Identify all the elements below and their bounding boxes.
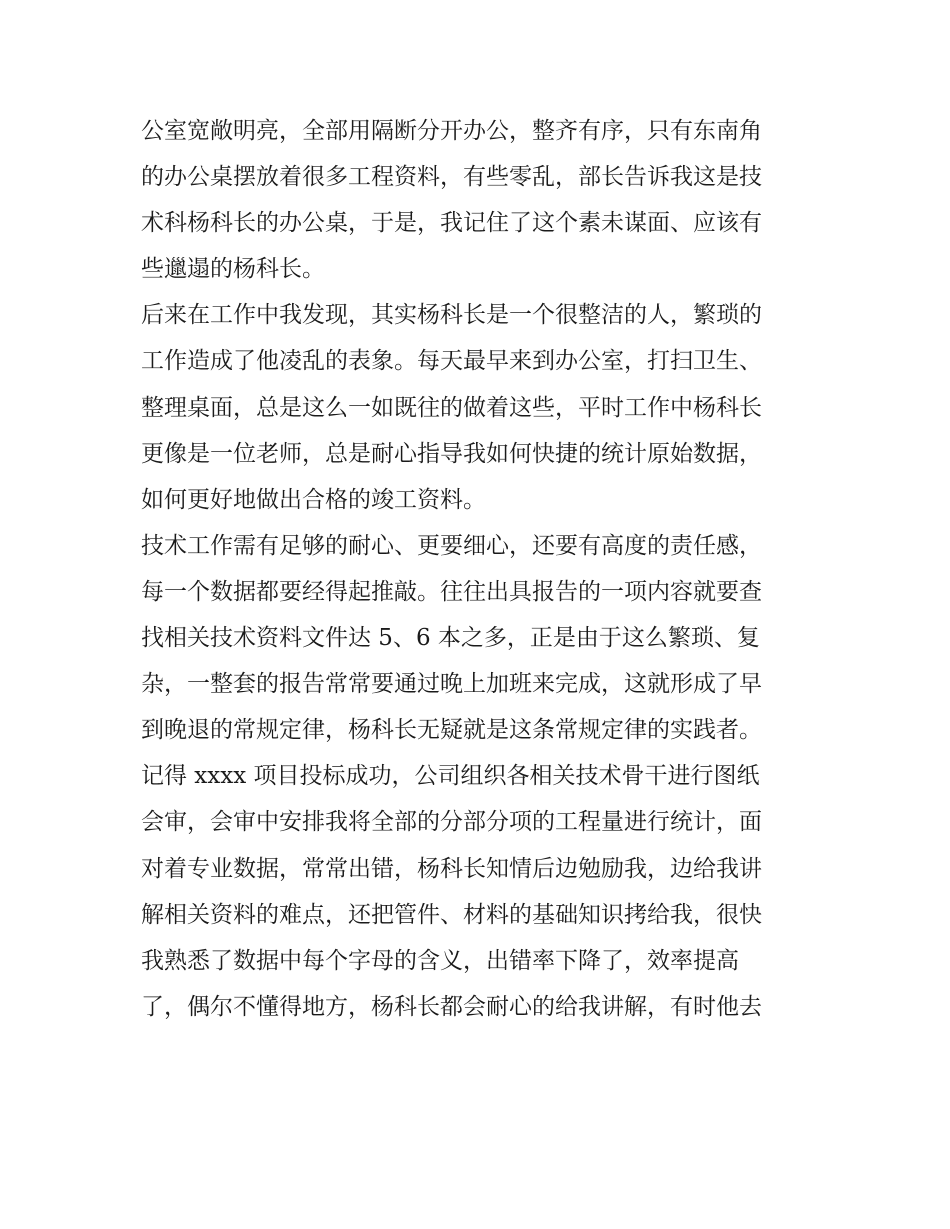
text-line: 解相关资料的难点，还把管件、材料的基础知识拷给我，很快 [141, 901, 762, 928]
text-line: 后来在工作中我发现，其实杨科长是一个很整洁的人，繁琐的 [141, 302, 762, 329]
text-line: 每一个数据都要经得起推敲。往往出具报告的一项内容就要查 [141, 578, 762, 605]
text-line: 记得 xxxx 项目投标成功，公司组织各相关技术骨干进行图纸 [141, 763, 760, 790]
text-line: 我熟悉了数据中每个字母的含义，出错率下降了，效率提高 [141, 947, 739, 974]
text-line: 了，偶尔不懂得地方，杨科长都会耐心的给我讲解，有时他去 [141, 993, 762, 1020]
text-line: 找相关技术资料文件达 5、6 本之多，正是由于这么繁琐、复 [141, 625, 760, 652]
text-line: 技术工作需有足够的耐心、更要细心，还要有高度的责任感， [141, 532, 762, 559]
text-line: 如何更好地做出合格的竣工资料。 [141, 486, 486, 513]
text-line: 更像是一位老师，总是耐心指导我如何快捷的统计原始数据， [141, 440, 762, 467]
text-line: 公室宽敞明亮，全部用隔断分开办公，整齐有序，只有东南角 [141, 118, 762, 144]
text-line: 的办公桌摆放着很多工程资料，有些零乱，部长告诉我这是技 [141, 164, 762, 191]
text-line: 整理桌面，总是这么一如既往的做着这些，平时工作中杨科长 [141, 394, 762, 421]
text-line: 到晚退的常规定律，杨科长无疑就是这条常规定律的实践者。 [141, 717, 762, 744]
text-line: 杂，一整套的报告常常要通过晚上加班来完成，这就形成了早 [141, 671, 762, 698]
text-line: 术科杨科长的办公桌，于是，我记住了这个素未谋面、应该有 [141, 210, 762, 237]
document-body [141, 108, 813, 1030]
text-line: 对着专业数据，常常出错，杨科长知情后边勉励我，边给我讲 [141, 855, 762, 882]
text-line: 些邋遢的杨科长。 [141, 256, 325, 283]
text-line: 会审，会审中安排我将全部的分部分项的工程量进行统计，面 [141, 809, 762, 836]
text-line: 工作造成了他凌乱的表象。每天最早来到办公室，打扫卫生、 [141, 348, 762, 375]
